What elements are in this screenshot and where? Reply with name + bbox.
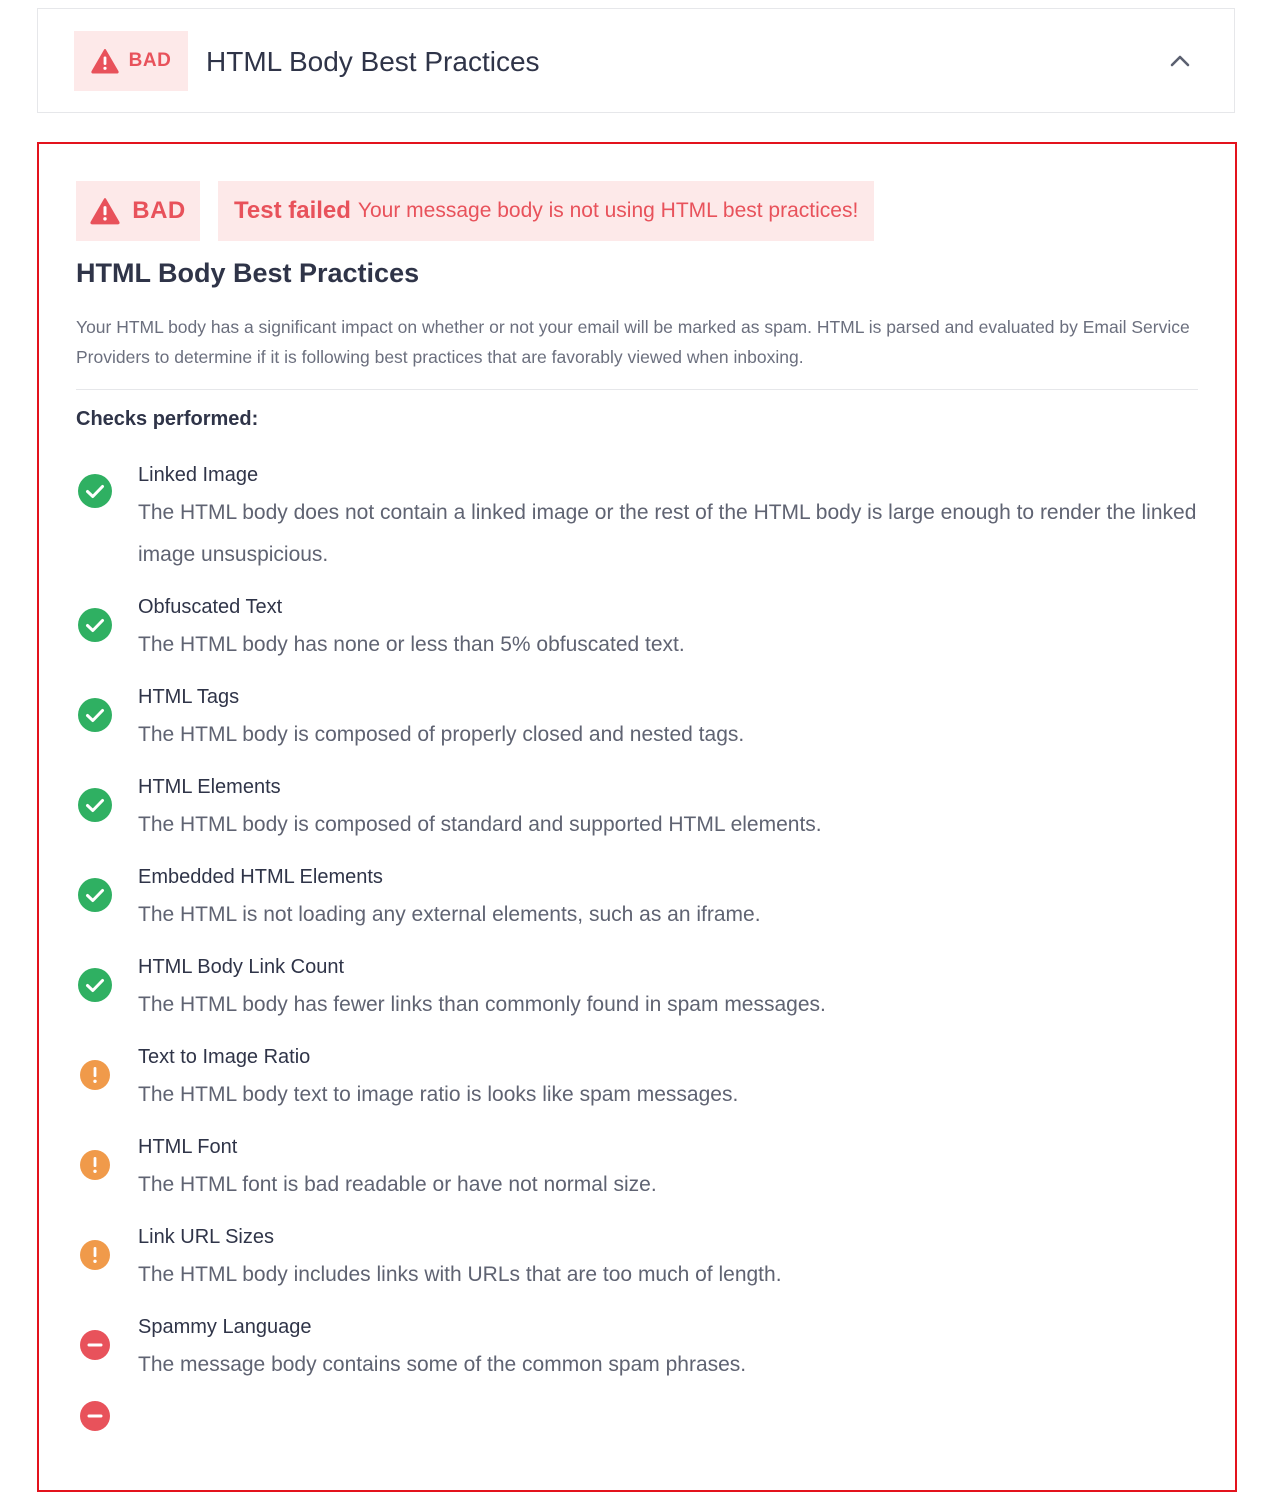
status-row: [76, 181, 874, 241]
check-circle-icon: [78, 968, 112, 1002]
check-name: Embedded HTML Elements: [138, 866, 383, 888]
check-name: HTML Body Link Count: [138, 956, 345, 978]
minus-circle-icon: [78, 1399, 112, 1433]
warning-triangle-icon: [90, 197, 120, 225]
checks-heading: Checks performed:: [76, 408, 259, 430]
status-badge-label: BAD: [132, 197, 186, 224]
check-description: The HTML body is composed of standard and supported HTML elements.: [138, 813, 822, 836]
check-description: The HTML body has fewer links than commonly found in spam messages.: [138, 993, 826, 1016]
panel-description: Your HTML body has a significant impact on whether or not your email will be marked as spam. HTML is parsed and evaluated by Email Service Providers to determine if it is following best practices that are favorably viewed when inboxing.: [76, 317, 1190, 367]
check-name: HTML Tags: [138, 686, 240, 708]
test-result-panel: [37, 142, 1237, 1492]
accordion-header[interactable]: [37, 8, 1235, 113]
check-circle-icon: [78, 608, 112, 642]
check-description: The HTML body does not contain a linked image or the rest of the HTML body is large enough to render the linked image unsuspicious.: [138, 501, 1197, 566]
exclamation-circle-icon: [78, 1148, 112, 1182]
accordion-title: HTML Body Best Practices: [206, 45, 540, 77]
check-name: Obfuscated Text: [138, 596, 283, 618]
exclamation-circle-icon: [78, 1058, 112, 1092]
check-description: The HTML body has none or less than 5% obfuscated text.: [138, 633, 685, 656]
check-circle-icon: [78, 878, 112, 912]
check-name: Spammy Language: [138, 1316, 312, 1338]
status-badge: [76, 181, 200, 241]
check-description: The HTML body text to image ratio is looks like spam messages.: [138, 1083, 739, 1106]
check-description: The message body contains some of the common spam phrases.: [138, 1353, 747, 1376]
panel-title: HTML Body Best Practices: [76, 258, 420, 288]
check-circle-icon: [78, 698, 112, 732]
test-failed-label: Test failed: [234, 197, 351, 224]
check-description: The HTML body is composed of properly closed and nested tags.: [138, 723, 745, 746]
check-name: HTML Font: [138, 1136, 238, 1158]
exclamation-circle-icon: [78, 1238, 112, 1272]
warning-triangle-icon: [91, 48, 119, 74]
test-failed-message: Your message body is not using HTML best practices!: [357, 199, 859, 222]
check-name: Linked Image: [138, 464, 259, 486]
chevron-up-icon[interactable]: [1166, 47, 1194, 75]
check-description: The HTML font is bad readable or have not normal size.: [138, 1173, 657, 1196]
divider: [76, 389, 1198, 390]
check-name: HTML Elements: [138, 776, 281, 798]
minus-circle-icon: [78, 1328, 112, 1362]
status-badge: [74, 31, 188, 91]
status-badge-label: BAD: [128, 50, 172, 71]
check-description: The HTML is not loading any external elements, such as an iframe.: [138, 903, 761, 926]
check-circle-icon: [78, 474, 112, 508]
check-description: The HTML body includes links with URLs that are too much of length.: [138, 1263, 782, 1286]
test-failed-banner: [218, 181, 874, 241]
check-name: Link URL Sizes: [138, 1226, 274, 1248]
check-name: Text to Image Ratio: [138, 1046, 311, 1068]
check-circle-icon: [78, 788, 112, 822]
